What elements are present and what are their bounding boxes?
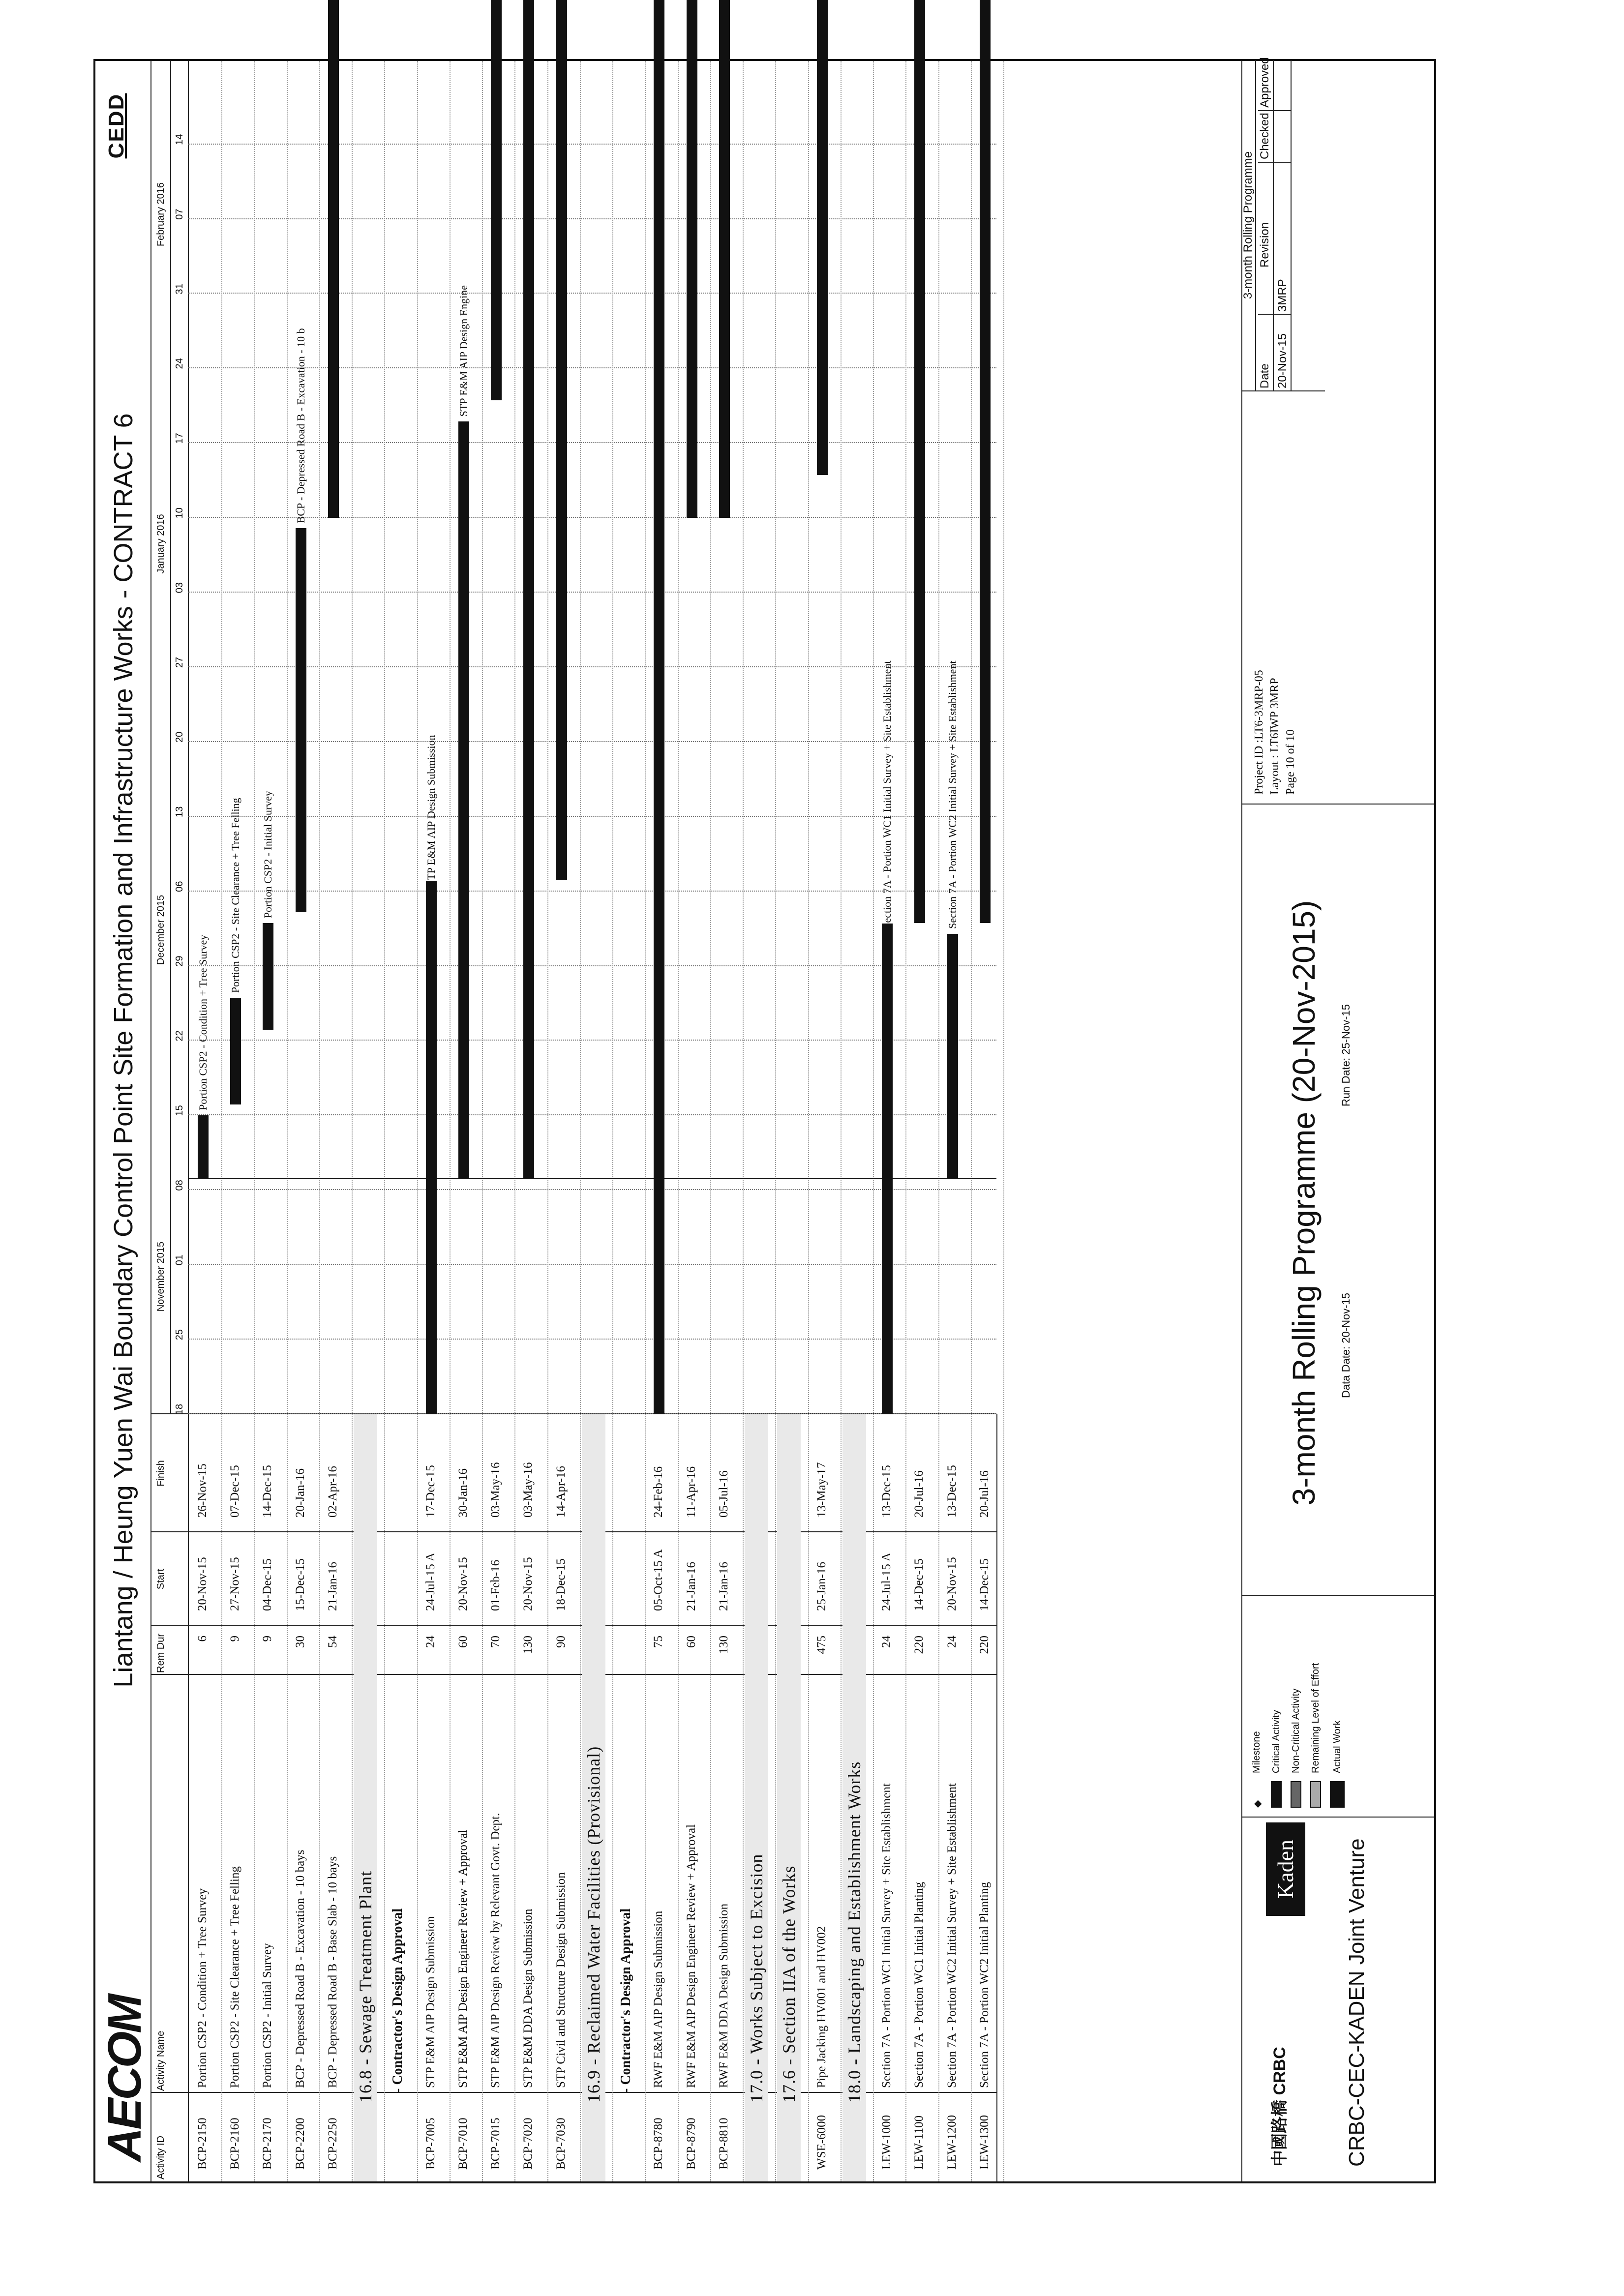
cell-name: RWF E&M DDA Design Submission [717,1903,730,2088]
cell-finish: 05-Jul-16 [717,1470,730,1518]
gantt-bar [914,0,925,923]
cell-dur: 220 [977,1636,991,1654]
cell-dur: 70 [489,1636,503,1648]
gantt-bar [523,0,534,1179]
partner-logos [1246,1818,1433,2172]
timescale-day: 22 [174,1030,185,1042]
cell-start: 21-Jan-16 [326,1562,339,1611]
cell-id: BCP-2160 [228,2117,242,2170]
cell-finish: 13-Dec-15 [945,1465,959,1518]
table-row [484,1414,508,2181]
cell-id: BCP-7005 [423,2117,437,2170]
cell-start: 01-Feb-16 [489,1559,503,1611]
timescale-day: 01 [174,1254,185,1266]
revision-title: 3-month Rolling Programme [1241,60,1256,390]
cell-name: BCP - Depressed Road B - Base Slab - 10 bays [326,1856,339,2088]
cell-id: LEW-1100 [912,2115,926,2170]
cell-finish: 14-Dec-15 [261,1465,274,1518]
cell-start: 20-Nov-15 [456,1557,470,1611]
cell-finish: 13-May-17 [814,1462,828,1518]
cell-finish: 20-Jul-16 [912,1470,926,1518]
wbs-header-row [745,1414,768,2181]
project-info [1251,500,1298,795]
cell-start: 05-Oct-15 A [652,1549,665,1611]
wbs-title: 17.6 - Section IIA of the Works [779,1865,799,2103]
rev-row-date: 20-Nov-15 [1276,333,1289,388]
legend-critical: Critical Activity [1271,1710,1282,1773]
timescale-day: 14 [174,134,185,145]
gantt-bar-label: Section 7A - Portion WC2 Initial Survey + Site Establishment [946,660,959,929]
actual-swatch [1330,1781,1345,1808]
timescale-day: 17 [174,433,185,444]
gantt-bar-label: Section 7A - Portion WC1 Initial Survey + Site Establishment [881,660,894,929]
legend-loe: Remaining Level of Effort [1310,1663,1321,1773]
gantt-bar [947,934,958,1179]
cell-start: 25-Jan-16 [814,1562,828,1611]
timescale-day: 25 [174,1329,185,1341]
cell-name: Section 7A - Portion WC1 Initial Planting [912,1882,926,2088]
cell-dur: 130 [717,1636,730,1654]
cell-start: 24-Jul-15 A [880,1552,894,1611]
cell-finish: 13-Dec-15 [880,1465,894,1518]
cell-dur: 130 [521,1636,535,1654]
cell-start: 18-Dec-15 [554,1558,568,1611]
programme-sheet [93,59,1436,2183]
cell-start: 15-Dec-15 [293,1558,307,1611]
cell-start: 20-Nov-15 [196,1557,209,1611]
timescale-day: 15 [174,1105,185,1116]
cell-start: 21-Jan-16 [684,1562,698,1611]
legend-actual: Actual Work [1332,1720,1343,1773]
timescale-day: 27 [174,656,185,668]
cell-finish: 03-May-16 [489,1462,503,1518]
non-critical-swatch [1291,1781,1301,1808]
gantt-bar [458,421,469,1179]
cell-name: STP E&M AIP Design Review by Relevant Govt. Dept. [489,1813,503,2088]
revision-table [1241,57,1325,391]
gantt-bar [328,0,339,518]
cell-id: BCP-8810 [717,2117,730,2170]
legend-milestone: Milestone [1251,1731,1262,1773]
timescale-day: 24 [174,358,185,369]
table-row [810,1414,834,2181]
cell-id: BCP-2170 [261,2117,274,2170]
table-row [419,1414,443,2181]
month-feb-2016: February 2016 [155,182,166,247]
timescale-day: 10 [174,507,185,519]
cell-start: 27-Nov-15 [228,1557,242,1611]
gantt-bar-label: STP E&M AIP Design Submission [424,735,437,887]
table-row [680,1414,703,2181]
wbs-title: 17.0 - Works Subject to Excision [747,1853,767,2103]
aecom-logo: AECOM [98,1996,151,2162]
month-dec-2015: December 2015 [155,895,166,965]
gantt-bar-label: Portion CSP2 - Site Clearance + Tree Felling [229,798,242,993]
data-date: Data Date: 20-Nov-15 [1340,1293,1352,1398]
cell-name: STP E&M AIP Design Submission [423,1916,437,2088]
cell-name: RWF E&M AIP Design Engineer Review + Approval [684,1824,698,2088]
gantt-bar [817,0,828,475]
cell-dur: 6 [196,1636,209,1642]
table-row [223,1414,247,2181]
cell-id: BCP-7020 [521,2117,535,2170]
cell-dur: 220 [912,1636,926,1654]
gantt-bar-label: Portion CSP2 - Initial Survey [262,791,274,919]
cell-start: 14-Dec-15 [977,1558,991,1611]
timescale-day: 18 [174,1403,185,1415]
cell-name: Portion CSP2 - Initial Survey [261,1943,274,2088]
cell-finish: 14-Apr-16 [554,1465,568,1518]
layout-name: Layout : LT6IWP 3MRP [1268,678,1281,795]
cell-start: 20-Nov-15 [945,1557,959,1611]
table-row [712,1414,736,2181]
gantt-bar [556,0,567,880]
cell-name: Portion CSP2 - Site Clearance + Tree Felling [228,1866,242,2088]
cell-name: RWF E&M AIP Design Submission [652,1910,665,2088]
cell-id: BCP-7015 [489,2117,503,2170]
wbs-header-row [386,1414,410,2181]
table-row [940,1414,964,2181]
rev-header-date: Date [1258,363,1271,388]
wbs-title: 16.9 - Reclaimed Water Facilities (Provisional) [583,1746,603,2103]
cell-name: Pipe Jacking HV001 and HV002 [814,1926,828,2088]
cell-id: LEW-1000 [880,2115,894,2170]
cell-name: Section 7A - Portion WC2 Initial Planting [977,1882,991,2088]
cedd-logo: CEDD [104,93,128,159]
timescale-day: 13 [174,806,185,817]
cell-finish: 11-Apr-16 [684,1466,698,1518]
cell-dur: 90 [554,1636,568,1648]
cell-id: BCP-2150 [196,2117,209,2170]
table-row [256,1414,279,2181]
gantt-bar [980,0,991,923]
col-activity-id: Activity ID [155,2136,166,2179]
cell-dur: 9 [228,1636,242,1642]
cell-name: STP E&M AIP Design Engineer Review + Approval [456,1829,470,2088]
rev-header-checked: Checked [1258,113,1271,159]
crbc-logo: 中國路橋 CRBC [1270,2047,1289,2167]
month-nov-2015: November 2015 [155,1241,166,1312]
wbs-header-row [354,1414,377,2181]
cell-finish: 02-Apr-16 [326,1465,339,1518]
gantt-bar [687,0,697,518]
jv-name: CRBC-CEC-KADEN Joint Venture [1345,1838,1369,2167]
table-row [321,1414,345,2181]
timescale-day: 06 [174,881,185,892]
gantt-bar [198,1115,209,1179]
cell-name: STP E&M DDA Design Submission [521,1908,535,2088]
rev-header-revision: Revision [1258,222,1271,268]
cell-id: WSE-6000 [814,2115,828,2170]
critical-swatch [1271,1781,1282,1808]
cell-finish: 24-Feb-16 [652,1466,665,1518]
cell-finish: 26-Nov-15 [196,1463,209,1518]
timescale-day: 20 [174,731,185,743]
table-row [973,1414,996,2181]
timescale-day: 29 [174,955,185,967]
table-row [516,1414,540,2181]
cell-dur: 60 [684,1636,698,1648]
table-row [549,1414,573,2181]
table-row [289,1414,312,2181]
col-finish: Finish [155,1460,166,1487]
wbs-title: - Contractor's Design Approval [390,1908,406,2093]
cell-dur: 60 [456,1636,470,1648]
cell-finish: 30-Jan-16 [456,1468,470,1518]
cell-name: Section 7A - Portion WC2 Initial Survey + Site Establishment [945,1783,959,2088]
cell-finish: 20-Jul-16 [977,1470,991,1518]
kaden-logo: Kaden [1266,1822,1305,1916]
timescale-day: 08 [174,1180,185,1191]
cell-name: STP Civil and Structure Design Submission [554,1872,568,2088]
table-row [191,1414,214,2181]
gantt-bar [654,0,664,1414]
wbs-title: 16.8 - Sewage Treatment Plant [356,1871,376,2103]
table-row [907,1414,931,2181]
gantt-bar [230,998,241,1104]
cell-finish: 03-May-16 [521,1462,535,1518]
loe-swatch [1310,1781,1321,1808]
gantt-bar [882,924,893,1414]
cell-start: 20-Nov-15 [521,1557,535,1611]
programme-title: 3-month Rolling Programme (20-Nov-2015) [1286,900,1322,1506]
gantt-bar-label: STP E&M AIP Design Engine [457,285,470,417]
cell-dur: 24 [880,1636,894,1648]
cell-id: BCP-2200 [293,2117,307,2170]
gantt-bar-label: Portion CSP2 - Condition + Tree Survey [197,934,209,1110]
col-rem-dur: Rem Dur [155,1633,166,1673]
cell-start: 14-Dec-15 [912,1558,926,1611]
gantt-bar [426,881,437,1414]
cell-dur: 24 [945,1636,959,1648]
project-title: Liantang / Heung Yuen Wai Boundary Control Point Site Formation and Infrastructure Works - CONTRACT 6 [109,413,138,1688]
cell-name: BCP - Depressed Road B - Excavation - 10 bays [293,1849,307,2088]
table-row [875,1414,899,2181]
timescale-day: 03 [174,582,185,594]
cell-start: 24-Jul-15 A [423,1552,437,1611]
milestone-icon: ◆ [1252,1800,1263,1808]
legend-non-critical: Non-Critical Activity [1291,1688,1301,1773]
wbs-header-row [582,1414,605,2181]
cell-id: LEW-1200 [945,2115,959,2170]
timescale-day: 07 [174,209,185,220]
cell-dur: 30 [293,1636,307,1648]
cell-id: BCP-8780 [652,2117,665,2170]
table-row [647,1414,670,2181]
page-number: Page 10 of 10 [1284,729,1297,795]
month-jan-2016: January 2016 [155,514,166,574]
col-activity-name: Activity Name [155,2030,166,2091]
wbs-title: - Contractor's Design Approval [618,1908,634,2093]
wbs-title: 18.0 - Landscaping and Establishment Works [844,1761,864,2103]
cell-id: BCP-7030 [554,2117,568,2170]
col-start: Start [155,1568,166,1590]
cell-start: 21-Jan-16 [717,1562,730,1611]
gantt-bar [719,0,730,518]
cell-id: BCP-2250 [326,2117,339,2170]
cell-start: 04-Dec-15 [261,1558,274,1611]
rev-header-approved: Approved [1258,57,1271,108]
cell-finish: 17-Dec-15 [423,1465,437,1518]
table-row [451,1414,475,2181]
rev-row-revision: 3MRP [1276,279,1289,312]
project-id: Project ID :LT6-3MRP-05 [1253,670,1265,795]
run-date: Run Date: 25-Nov-15 [1340,1004,1352,1106]
cell-name: Section 7A - Portion WC1 Initial Survey + Site Establishment [880,1783,894,2088]
cell-dur: 24 [423,1636,437,1648]
legend [1251,1601,1428,1808]
wbs-header-row [614,1414,638,2181]
gantt-bar-label: BCP - Depressed Road B - Excavation - 10 b [294,328,307,524]
cell-id: BCP-8790 [684,2117,698,2170]
gantt-bar [263,923,273,1030]
cell-dur: 54 [326,1636,339,1648]
cell-id: BCP-7010 [456,2117,470,2170]
gantt-bar [491,0,502,400]
wbs-header-row [777,1414,801,2181]
cell-dur: 75 [652,1636,665,1648]
cell-finish: 20-Jan-16 [293,1468,307,1518]
cell-name: Portion CSP2 - Condition + Tree Survey [196,1888,209,2088]
timescale-day: 31 [174,283,185,295]
cell-dur: 475 [814,1636,828,1654]
cell-finish: 07-Dec-15 [228,1465,242,1518]
gantt-bar [296,528,306,912]
cell-id: LEW-1300 [977,2115,991,2170]
wbs-header-row [842,1414,866,2181]
cell-dur: 9 [261,1636,274,1642]
